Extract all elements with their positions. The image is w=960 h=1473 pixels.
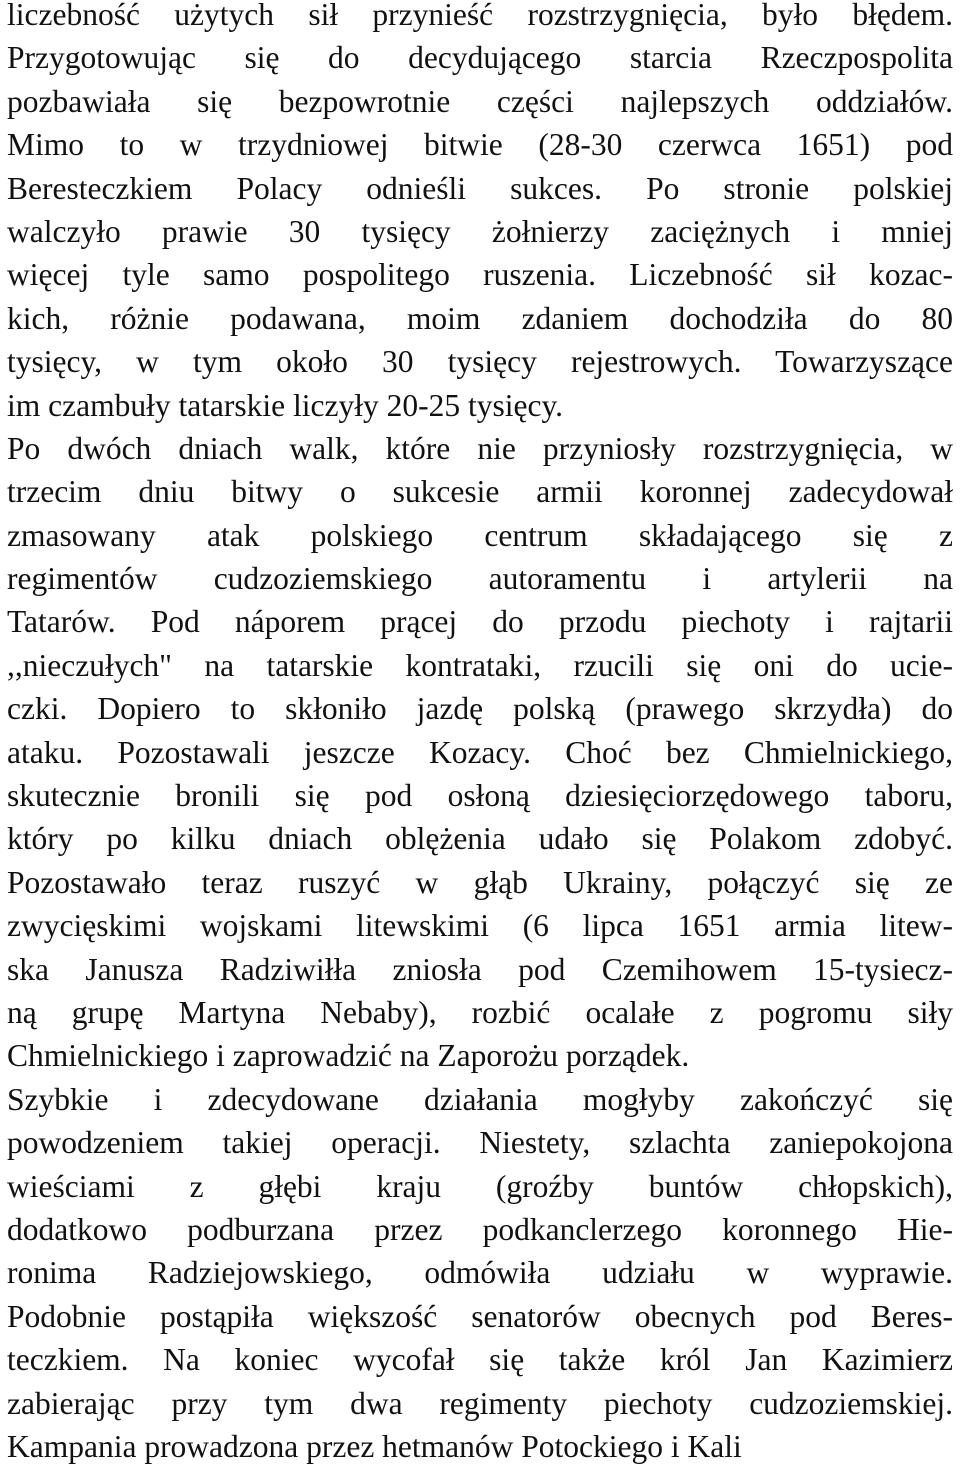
text-line: powodzeniem takiej operacji. Niestety, szlachta zaniepokojona bbox=[7, 1125, 953, 1161]
text-line: Podobnie postąpiła większość senatorów obecnych pod Beres- bbox=[7, 1298, 953, 1334]
text-line: zabierając przy tym dwa regimenty piechoty cudzoziemskiej. bbox=[7, 1385, 953, 1421]
text-line: ska Janusza Radziwiłła zniosła pod Czemihowem 15-tysiecz- bbox=[7, 951, 953, 987]
text-line: Pozostawało teraz ruszyć w głąb Ukrainy, połączyć się ze bbox=[7, 864, 953, 900]
text-line: który po kilku dniach oblężenia udało się Polakom zdobyć. bbox=[7, 821, 953, 857]
text-line: trzecim dniu bitwy o sukcesie armii koronnej zadecydował bbox=[7, 474, 953, 510]
text-line: Chmielnickiego i zaprowadzić na Zaporożu porządek. bbox=[7, 1038, 690, 1074]
text-line: wieściami z głębi kraju (groźby buntów chłopskich), bbox=[7, 1168, 953, 1204]
paragraph-1 bbox=[7, 0, 953, 427]
text-line: Przygotowując się do decydującego starcia Rzeczpospolita bbox=[7, 40, 953, 76]
text-line: Po dwóch dniach walk, które nie przyniosły rozstrzygnięcia, w bbox=[7, 430, 953, 466]
text-line: Beresteczkiem Polacy odnieśli sukces. Po stronie polskiej bbox=[7, 170, 953, 206]
text-line: Szybkie i zdecydowane działania mogłyby zakończyć się bbox=[7, 1081, 953, 1117]
text-line: im czambuły tatarskie liczyły 20-25 tysięcy. bbox=[7, 387, 564, 423]
text-line: tysięcy, w tym około 30 tysięcy rejestrowych. Towarzyszące bbox=[7, 344, 953, 380]
text-line: pozbawiała się bezpowrotnie części najlepszych oddziałów. bbox=[7, 83, 953, 119]
text-line: zwycięskimi wojskami litewskimi (6 lipca 1651 armia litew- bbox=[7, 908, 953, 944]
text-line: kich, różnie podawana, moim zdaniem dochodziła do 80 bbox=[7, 300, 953, 336]
text-line: ną grupę Martyna Nebaby), rozbić ocalałe z pogromu siły bbox=[7, 994, 953, 1030]
paragraph-2 bbox=[7, 427, 953, 1078]
text-line: ataku. Pozostawali jeszcze Kozacy. Choć bez Chmielnickiego, bbox=[7, 734, 953, 770]
paragraph-3 bbox=[7, 1078, 953, 1469]
text-line: liczebność użytych sił przynieść rozstrzygnięcia, było błędem. bbox=[7, 0, 953, 32]
text-line: walczyło prawie 30 tysięcy żołnierzy zaciężnych i mniej bbox=[7, 213, 953, 249]
text-line: ronima Radziejowskiego, odmówiła udziału w wyprawie. bbox=[7, 1255, 953, 1291]
text-line: regimentów cudzoziemskiego autoramentu i artylerii na bbox=[7, 561, 953, 597]
text-line: teczkiem. Na koniec wycofał się także król Jan Kazimierz bbox=[7, 1342, 953, 1378]
text-line: Mimo to w trzydniowej bitwie (28-30 czerwca 1651) pod bbox=[7, 127, 953, 163]
text-line: dodatkowo podburzana przez podkanclerzego koronnego Hie- bbox=[7, 1211, 953, 1247]
text-line: czki. Dopiero to skłoniło jazdę polską (prawego skrzydła) do bbox=[7, 691, 953, 727]
text-line: skutecznie bronili się pod osłoną dziesięciorzędowego taboru, bbox=[7, 778, 953, 814]
text-line: więcej tyle samo pospolitego ruszenia. Liczebność sił kozac- bbox=[7, 257, 953, 293]
text-line: ,,nieczułych" na tatarskie kontrataki, rzucili się oni do ucie- bbox=[7, 647, 953, 683]
text-line: zmasowany atak polskiego centrum składającego się z bbox=[7, 517, 953, 553]
text-line: Tatarów. Pod náporem prącej do przodu piechoty i rajtarii bbox=[7, 604, 953, 640]
text-line: Kampania prowadzona przez hetmanów Potockiego i Kali bbox=[7, 1428, 742, 1464]
